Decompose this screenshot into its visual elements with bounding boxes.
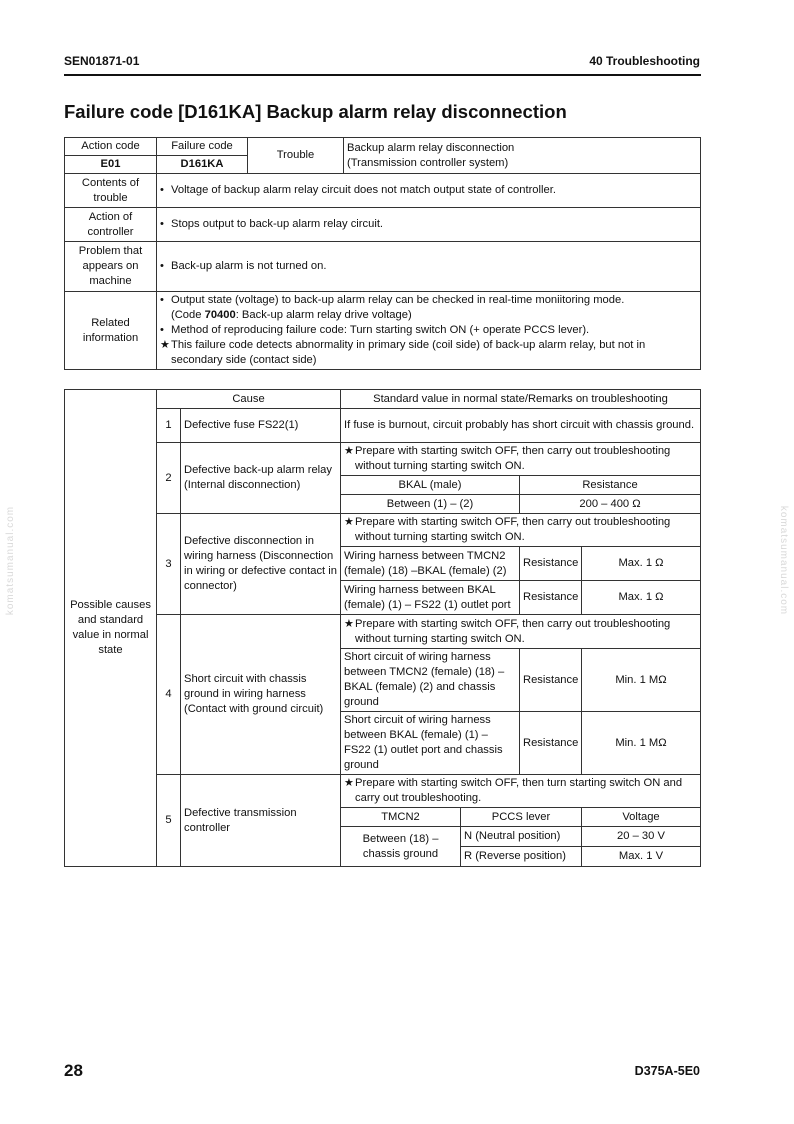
action-text: • Stops output to back-up alarm relay circuit. — [157, 208, 701, 242]
cause-5-neutral: N (Neutral position) — [461, 827, 582, 847]
action-code-value: E01 — [65, 156, 157, 174]
related-text: • Output state (voltage) to back-up alarm relay can be checked in real-time moniitoring mode. (Code 70400: Back-up alarm relay drive voltage) • Method of reproducing failure code: Turn starting switch ON (+ operate PCCS lever). ★ This failure code detects abnormality in primary side (coil side) of back-up alarm relay, but not in secondary side (contact side) — [157, 292, 701, 370]
model-code: D375A-5E0 — [634, 1064, 700, 1078]
cause-1-number: 1 — [157, 409, 181, 443]
cause-5-between: Between (18) – chassis ground — [341, 827, 461, 867]
cause-3-check-2-kind: Resistance — [520, 581, 582, 615]
action-code-label: Action code — [65, 138, 157, 156]
cause-4-check-1-kind: Resistance — [520, 649, 582, 712]
page-title: Failure code [D161KA] Backup alarm relay disconnection — [64, 101, 567, 122]
cause-3-check-2: Wiring harness between BKAL (female) (1) – FS22 (1) outlet port — [341, 581, 520, 615]
cause-2-number: 2 — [157, 443, 181, 514]
cause-4-check-2: Short circuit of wiring harness between BKAL (female) (1) – FS22 (1) outlet port and chassis ground — [341, 712, 520, 775]
section-title: 40 Troubleshooting — [589, 54, 700, 68]
cause-1-remark: If fuse is burnout, circuit probably has short circuit with chassis ground. — [341, 409, 701, 443]
failure-code-value: D161KA — [157, 156, 248, 174]
cause-3-check-1-value: Max. 1 Ω — [582, 547, 701, 581]
page-number: 28 — [64, 1061, 83, 1080]
cause-4-check-2-kind: Resistance — [520, 712, 582, 775]
header-rule — [64, 74, 701, 76]
problem-text: • Back-up alarm is not turned on. — [157, 242, 701, 292]
cause-2-between: Between (1) – (2) — [341, 495, 520, 514]
document-code: SEN01871-01 — [64, 54, 140, 68]
problem-label: Problem that appears on machine — [65, 242, 157, 292]
cause-2-col-bkal: BKAL (male) — [341, 476, 520, 495]
cause-3-check-1-kind: Resistance — [520, 547, 582, 581]
cause-3-preparation: ★ Prepare with starting switch OFF, then carry out troubleshooting without turning starting switch ON. — [341, 514, 701, 547]
watermark-right: komatsumanual.com — [777, 505, 789, 616]
contents-label: Contents of trouble — [65, 174, 157, 208]
causes-table — [64, 389, 701, 867]
cause-5-col-voltage: Voltage — [582, 808, 701, 827]
action-label: Action of controller — [65, 208, 157, 242]
cause-3-name: Defective disconnection in wiring harness (Disconnection in wiring or defective contact in connector) — [181, 514, 341, 615]
cause-5-reverse: R (Reverse position) — [461, 847, 582, 867]
cause-5-reverse-voltage: Max. 1 V — [582, 847, 701, 867]
failure-code-label: Failure code — [157, 138, 248, 156]
cause-3-check-1: Wiring harness between TMCN2 (female) (18) –BKAL (female) (2) — [341, 547, 520, 581]
cause-5-preparation: ★ Prepare with starting switch OFF, then turn starting switch ON and carry out troubleshooting. — [341, 775, 701, 808]
trouble-description: Backup alarm relay disconnection (Transmission controller system) — [344, 138, 701, 174]
cause-2-preparation: ★ Prepare with starting switch OFF, then carry out troubleshooting without turning starting switch ON. — [341, 443, 701, 476]
cause-4-check-1: Short circuit of wiring harness between TMCN2 (female) (18) – BKAL (female) (2) and chassis ground — [341, 649, 520, 712]
contents-text: • Voltage of backup alarm relay circuit does not match output state of controller. — [157, 174, 701, 208]
cause-4-number: 4 — [157, 615, 181, 775]
cause-4-check-2-value: Min. 1 MΩ — [582, 712, 701, 775]
cause-3-number: 3 — [157, 514, 181, 615]
cause-2-name: Defective back-up alarm relay (Internal disconnection) — [181, 443, 341, 514]
cause-4-name: Short circuit with chassis ground in wiring harness (Contact with ground circuit) — [181, 615, 341, 775]
cause-header: Cause — [157, 390, 341, 409]
cause-4-preparation: ★ Prepare with starting switch OFF, then carry out troubleshooting without turning starting switch ON. — [341, 615, 701, 649]
related-label: Related information — [65, 292, 157, 370]
cause-2-col-resistance: Resistance — [520, 476, 701, 495]
cause-1-name: Defective fuse FS22(1) — [181, 409, 341, 443]
watermark-left: komatsumanual.com — [5, 505, 17, 616]
standard-header: Standard value in normal state/Remarks on troubleshooting — [341, 390, 701, 409]
failure-info-table — [64, 137, 701, 370]
cause-5-name: Defective transmission controller — [181, 775, 341, 867]
trouble-label: Trouble — [248, 138, 344, 174]
cause-3-check-2-value: Max. 1 Ω — [582, 581, 701, 615]
possible-causes-label: Possible causes and standard value in normal state — [65, 390, 157, 867]
cause-5-number: 5 — [157, 775, 181, 867]
cause-5-neutral-voltage: 20 – 30 V — [582, 827, 701, 847]
cause-5-col-tmcn2: TMCN2 — [341, 808, 461, 827]
cause-2-resistance-value: 200 – 400 Ω — [520, 495, 701, 514]
cause-5-col-pccs: PCCS lever — [461, 808, 582, 827]
cause-4-check-1-value: Min. 1 MΩ — [582, 649, 701, 712]
